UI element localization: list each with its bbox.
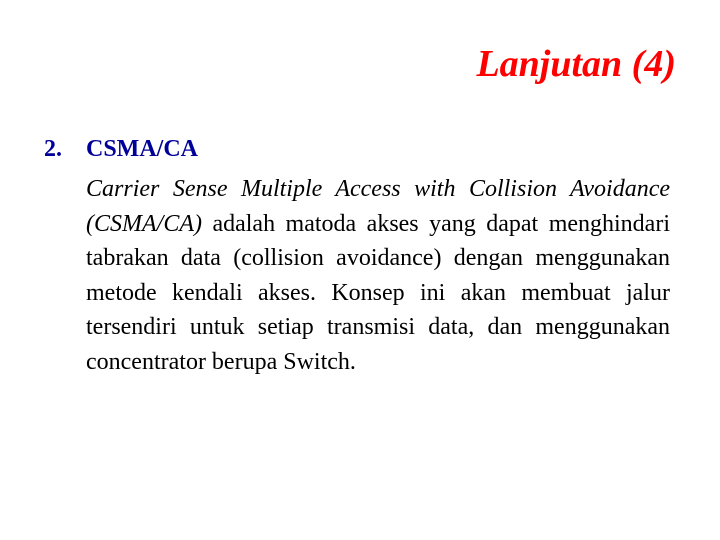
item-number: 2. (44, 136, 62, 162)
item-heading-text: CSMA/CA (86, 136, 198, 162)
item-body-text: adalah matoda akses yang dapat menghindari tabrakan data (collision avoidance) dengan menggunakan metode kendali akses. Konsep ini akan membuat jalur tersendiri untuk setiap transmisi data, dan menggunakan concentrator berupa Switch. (86, 210, 670, 375)
list-item (44, 132, 672, 379)
item-body (86, 172, 670, 379)
item-heading (44, 132, 672, 166)
slide-title: Lanjutan (4) (476, 43, 676, 85)
item-body-italic: Carrier Sense Multiple Access with Collision Avoidance (CSMA/CA) (86, 176, 670, 237)
